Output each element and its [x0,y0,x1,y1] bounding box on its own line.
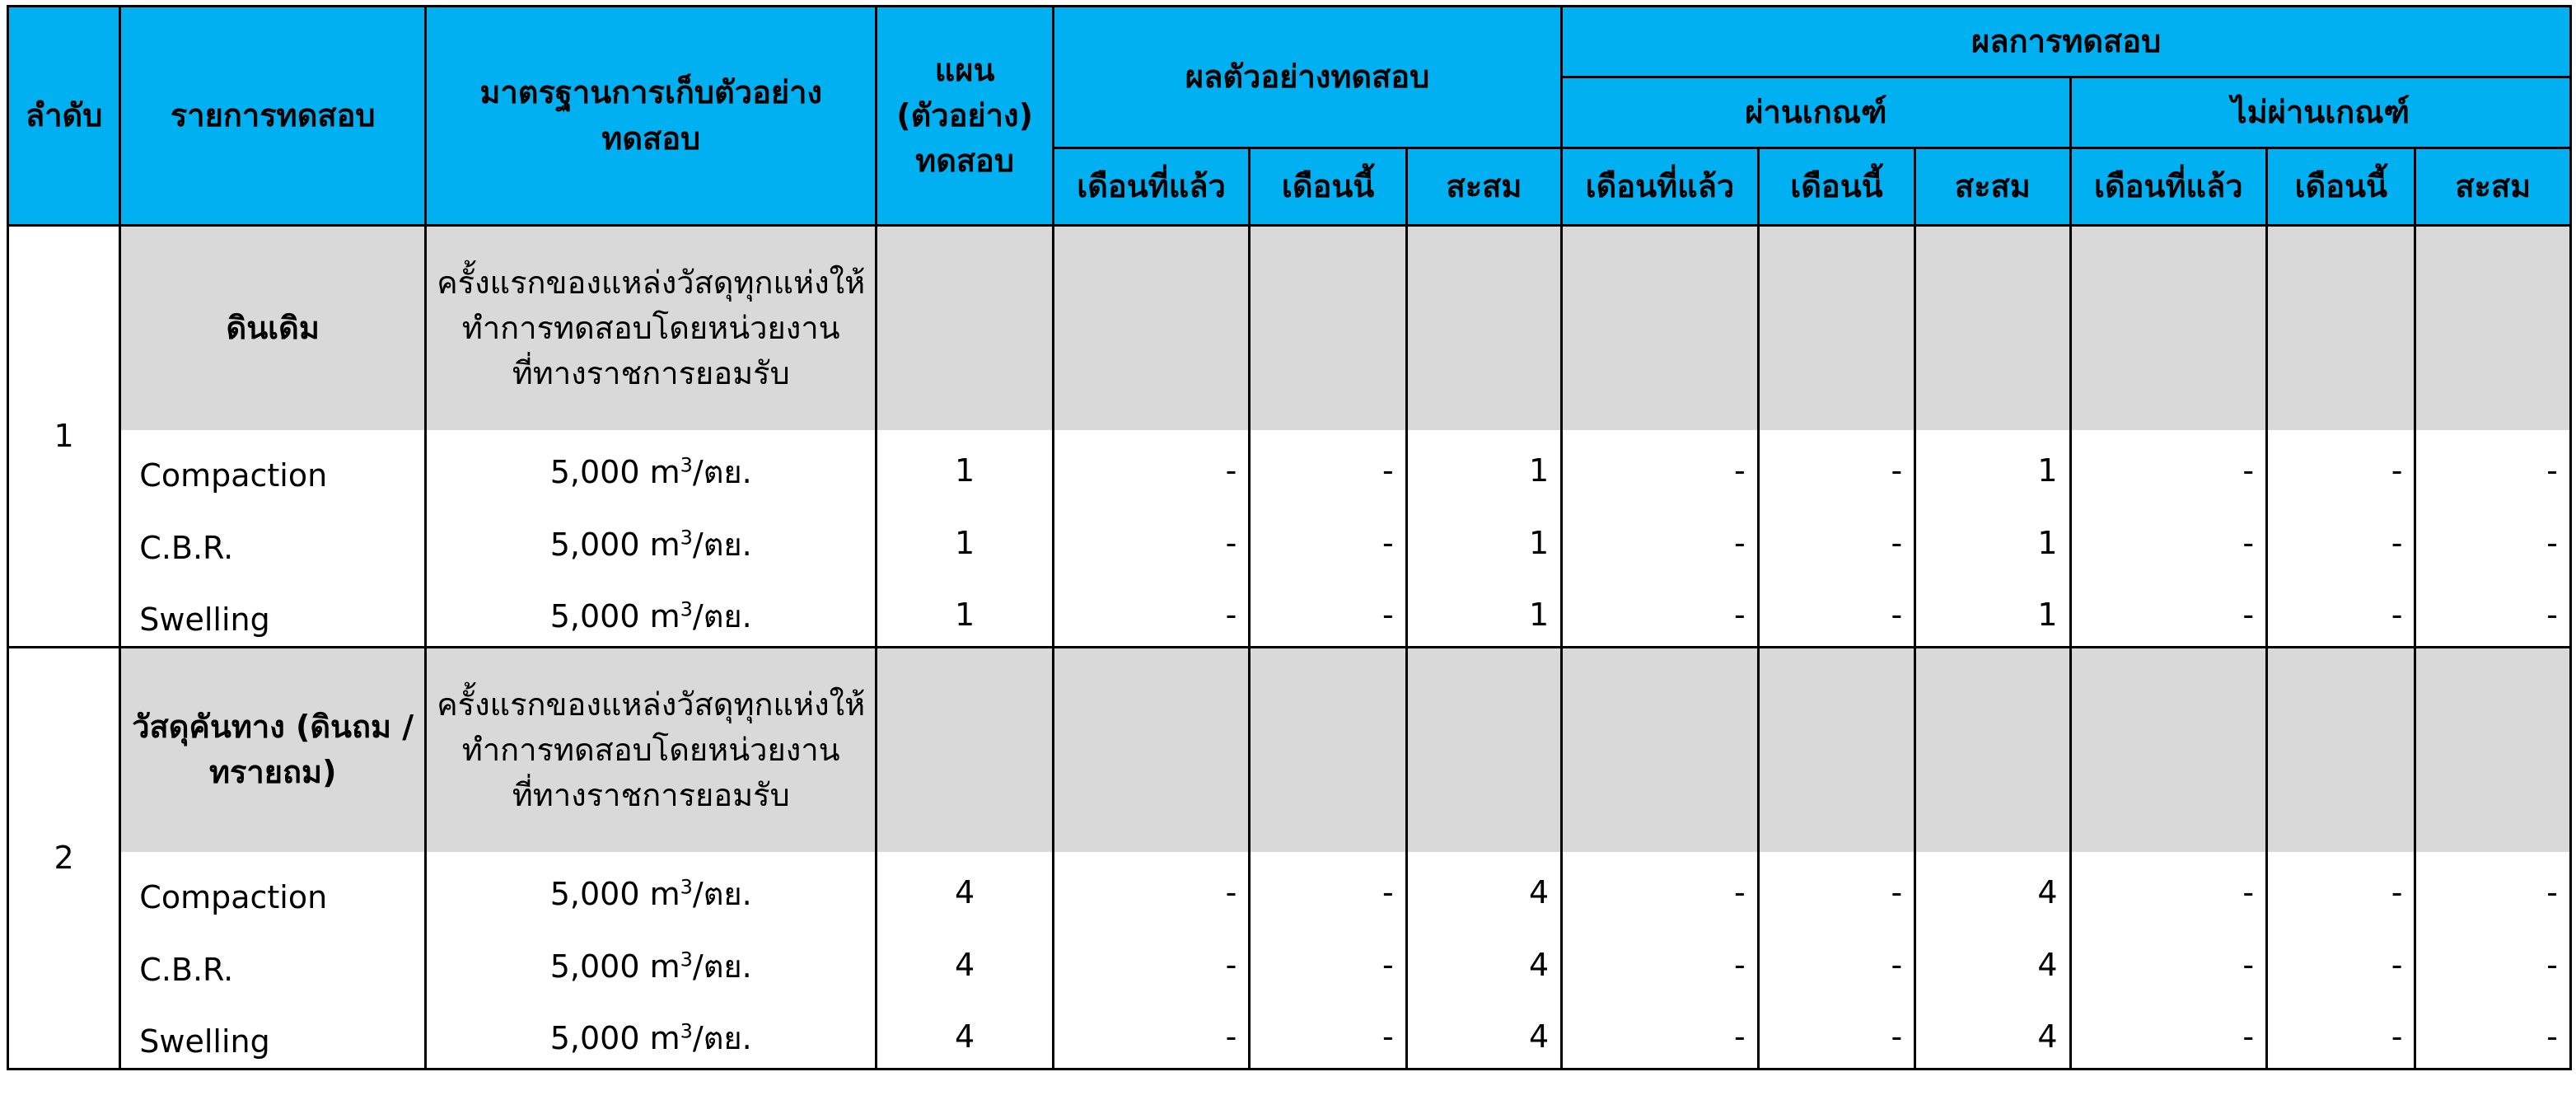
header-pass-last-month: เดือนที่แล้ว [1562,148,1759,226]
cell-sample-last-month: - [1053,997,1250,1070]
category-empty-cell [1053,226,1250,430]
header-sample-results: ผลตัวอย่างทดสอบ [1053,7,1561,148]
category-row [8,648,2571,852]
sampling-standard [426,997,877,1070]
plan-count: 4 [877,997,1053,1070]
cell-sample-this-month: - [1250,997,1406,1070]
cell-pass-this-month: - [1758,852,1914,924]
standard-unit: /ตย. [692,1019,752,1056]
category-empty-cell [1562,648,1759,852]
header-sample-cumulative: สะสม [1406,148,1561,226]
cell-sample-this-month: - [1250,924,1406,997]
category-empty-cell [1562,226,1759,430]
cell-pass-this-month: - [1758,575,1914,648]
cell-pass-last-month: - [1562,852,1759,924]
cell-fail-this-month: - [2267,430,2415,503]
cell-pass-cumulative: 1 [1915,430,2070,503]
cell-fail-this-month: - [2267,852,2415,924]
cell-fail-cumulative: - [2415,997,2571,1070]
cell-pass-cumulative: 4 [1915,924,2070,997]
cell-sample-cumulative: 1 [1406,503,1561,575]
cell-pass-cumulative: 4 [1915,997,2070,1070]
table-body [8,226,2571,1070]
header-fail-last-month: เดือนที่แล้ว [2070,148,2267,226]
standard-unit: /ตย. [692,948,752,985]
category-empty-cell [1406,648,1561,852]
category-empty-cell [877,648,1053,852]
standard-quantity: 5,000 m [549,948,680,985]
test-results-table [7,5,2572,1070]
category-row [8,226,2571,430]
cell-fail-this-month: - [2267,997,2415,1070]
cell-sample-last-month: - [1053,924,1250,997]
cell-sample-cumulative: 4 [1406,924,1561,997]
category-empty-cell [1758,648,1914,852]
row-seq-number: 1 [8,226,120,648]
header-sample-this-month: เดือนนี้ [1250,148,1406,226]
header-standard: มาตรฐานการเก็บตัวอย่างทดสอบ [426,7,877,226]
test-item-name: C.B.R. [120,503,426,575]
cell-sample-this-month: - [1250,852,1406,924]
header-fail-this-month: เดือนนี้ [2267,148,2415,226]
standard-unit-exponent: 3 [680,597,693,621]
category-empty-cell [2267,226,2415,430]
cell-sample-this-month: - [1250,430,1406,503]
test-item-name: Compaction [120,430,426,503]
sampling-standard [426,852,877,924]
category-empty-cell [1915,226,2070,430]
test-item-name: C.B.R. [120,924,426,997]
category-empty-cell [1250,648,1406,852]
table-row [8,924,2571,997]
table-row [8,852,2571,924]
header-fail: ไม่ผ่านเกณฑ์ [2070,77,2570,148]
cell-sample-cumulative: 1 [1406,575,1561,648]
standard-quantity: 5,000 m [549,1019,680,1056]
category-empty-cell [2415,648,2571,852]
cell-sample-this-month: - [1250,575,1406,648]
cell-fail-this-month: - [2267,503,2415,575]
category-empty-cell [1406,226,1561,430]
header-pass-cumulative: สะสม [1915,148,2070,226]
plan-count: 1 [877,503,1053,575]
header-fail-cumulative: สะสม [2415,148,2571,226]
standard-unit-exponent: 3 [680,875,693,899]
plan-count: 1 [877,575,1053,648]
cell-pass-cumulative: 1 [1915,503,2070,575]
cell-fail-last-month: - [2070,997,2267,1070]
standard-unit: /ตย. [692,597,752,634]
cell-fail-last-month: - [2070,852,2267,924]
header-test-results: ผลการทดสอบ [1562,7,2571,77]
cell-fail-cumulative: - [2415,430,2571,503]
category-empty-cell [1915,648,2070,852]
sampling-standard [426,575,877,648]
cell-pass-last-month: - [1562,924,1759,997]
sampling-standard [426,924,877,997]
cell-sample-this-month: - [1250,503,1406,575]
plan-count: 4 [877,924,1053,997]
cell-fail-this-month: - [2267,575,2415,648]
standard-unit: /ตย. [692,527,752,564]
test-item-name: Compaction [120,852,426,924]
cell-pass-last-month: - [1562,575,1759,648]
header-item: รายการทดสอบ [120,7,426,226]
category-empty-cell [2070,226,2267,430]
category-standard-note: ครั้งแรกของแหล่งวัสดุทุกแห่งให้ทำการทดสอบโดยหน่วยงานที่ทางราชการยอมรับ [426,226,877,430]
row-seq-number: 2 [8,648,120,1070]
plan-count: 4 [877,852,1053,924]
sampling-standard [426,503,877,575]
cell-fail-cumulative: - [2415,852,2571,924]
cell-pass-last-month: - [1562,997,1759,1070]
cell-fail-cumulative: - [2415,575,2571,648]
cell-fail-last-month: - [2070,503,2267,575]
cell-sample-cumulative: 4 [1406,852,1561,924]
standard-unit: /ตย. [692,876,752,913]
category-empty-cell [2267,648,2415,852]
standard-unit-exponent: 3 [680,526,693,550]
cell-sample-last-month: - [1053,430,1250,503]
header-sample-last-month: เดือนที่แล้ว [1053,148,1250,226]
cell-fail-cumulative: - [2415,503,2571,575]
standard-quantity: 5,000 m [549,876,680,913]
category-empty-cell [877,226,1053,430]
plan-count: 1 [877,430,1053,503]
header-pass-this-month: เดือนนี้ [1758,148,1914,226]
standard-unit: /ตย. [692,454,752,491]
standard-unit-exponent: 3 [680,1019,693,1043]
category-name: วัสดุคันทาง (ดินถม / ทรายถม) [120,648,426,852]
cell-fail-last-month: - [2070,575,2267,648]
standard-unit-exponent: 3 [680,948,693,971]
cell-fail-cumulative: - [2415,924,2571,997]
category-standard-note: ครั้งแรกของแหล่งวัสดุทุกแห่งให้ทำการทดสอบโดยหน่วยงานที่ทางราชการยอมรับ [426,648,877,852]
category-name: ดินเดิม [120,226,426,430]
standard-quantity: 5,000 m [549,527,680,564]
table-row [8,575,2571,648]
cell-pass-this-month: - [1758,430,1914,503]
cell-fail-this-month: - [2267,924,2415,997]
cell-pass-cumulative: 4 [1915,852,2070,924]
cell-pass-this-month: - [1758,997,1914,1070]
category-empty-cell [1250,226,1406,430]
cell-pass-this-month: - [1758,503,1914,575]
cell-fail-last-month: - [2070,430,2267,503]
category-empty-cell [2070,648,2267,852]
cell-pass-last-month: - [1562,430,1759,503]
cell-pass-last-month: - [1562,503,1759,575]
standard-quantity: 5,000 m [549,597,680,634]
table-row [8,430,2571,503]
category-empty-cell [2415,226,2571,430]
standard-unit-exponent: 3 [680,453,693,477]
standard-quantity: 5,000 m [549,454,680,491]
test-item-name: Swelling [120,575,426,648]
sampling-standard [426,430,877,503]
cell-sample-last-month: - [1053,852,1250,924]
cell-sample-cumulative: 4 [1406,997,1561,1070]
test-item-name: Swelling [120,997,426,1070]
header-plan: แผน (ตัวอย่าง) ทดสอบ [877,7,1053,226]
table-row [8,997,2571,1070]
category-empty-cell [1053,648,1250,852]
category-empty-cell [1758,226,1914,430]
cell-sample-last-month: - [1053,575,1250,648]
cell-sample-last-month: - [1053,503,1250,575]
cell-pass-cumulative: 1 [1915,575,2070,648]
header-seq: ลำดับ [8,7,120,226]
cell-pass-this-month: - [1758,924,1914,997]
header-pass: ผ่านเกณฑ์ [1562,77,2070,148]
cell-sample-cumulative: 1 [1406,430,1561,503]
table-row [8,503,2571,575]
cell-fail-last-month: - [2070,924,2267,997]
